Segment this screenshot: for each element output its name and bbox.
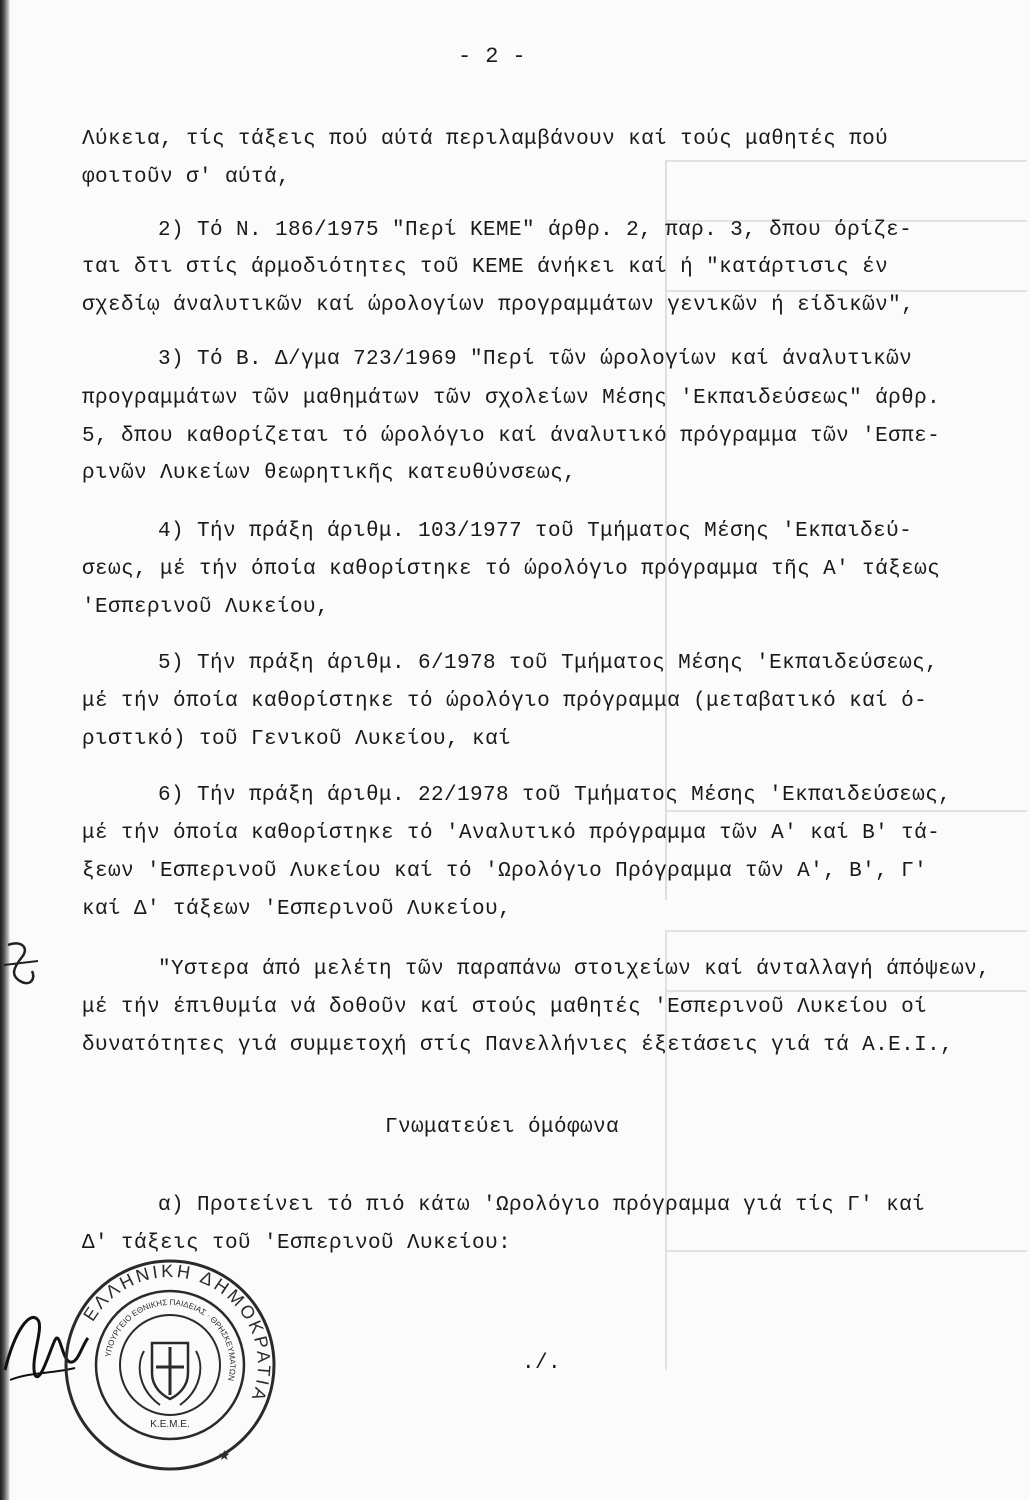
text-line: σχεδίῳ άναλυτικῶν καί ώρολογίων προγραμμάτων γενικῶν ή είδικῶν", <box>82 294 915 317</box>
page-edge <box>0 0 10 1500</box>
text-line: μέ τήν έπιθυμία νά δοθοῦν καί στούς μαθητές 'Εσπερινοῦ Λυκείου οί <box>82 996 928 1019</box>
text-line: 5, δπου καθορίζεται τό ώρολόγιο καί άναλυτικό πρόγραμμα τῶν 'Εσπε- <box>82 425 941 448</box>
text-line: ρινῶν Λυκείων θεωρητικῆς κατευθύνσεως, <box>82 462 577 485</box>
text-line: 4) Τήν πράξη άριθμ. 103/1977 τοῦ Τμήματος Μέσης 'Εκπαιδεύ- <box>158 520 913 543</box>
text-line: 2) Τό Ν. 186/1975 "Περί ΚΕΜΕ" άρθρ. 2, παρ. 3, δπου όρίζε- <box>158 219 913 242</box>
text-line: ται δτι στίς άρμοδιότητες τοῦ ΚΕΜΕ άνήκει καί ή "κατάρτισις έν <box>82 256 889 279</box>
svg-text:★: ★ <box>218 1448 231 1464</box>
text-line: μέ τήν όποία καθορίστηκε τό ώρολόγιο πρόγραμμα (μεταβατικό καί ό- <box>82 690 928 713</box>
text-line: σεως, μέ τήν όποία καθορίστηκε τό ώρολόγιο πρόγραμμα τῆς Α' τάξεως <box>82 558 941 581</box>
text-line: 6) Τήν πράξη άριθμ. 22/1978 τοῦ Τμήματος Μέσης 'Εκπαιδεύσεως, <box>158 784 952 807</box>
text-line: ξεων 'Εσπερινοῦ Λυκείου καί τό 'Ωρολόγιο Πρόγραμμα τῶν Α', Β', Γ' <box>82 860 928 883</box>
section-heading: Γνωματεύει όμόφωνα <box>385 1116 620 1139</box>
text-line: μέ τήν όποία καθορίστηκε τό 'Αναλυτικό πρόγραμμα τῶν Α' καί Β' τά- <box>82 822 941 845</box>
text-line: δυνατότητες γιά συμμετοχή στίς Πανελλήνιες έξετάσεις γιά τά Α.Ε.Ι., <box>82 1034 954 1057</box>
text-line: 'Εσπερινοῦ Λυκείου, <box>82 596 330 619</box>
svg-text:ΥΠΟΥΡΓΕΙΟ ΕΘΝΙΚΗΣ ΠΑΙΔΕΙΑΣ · Θ: ΥΠΟΥΡΓΕΙΟ ΕΘΝΙΚΗΣ ΠΑΙΔΕΙΑΣ · ΘΡΗΣΚΕΥΜΑΤΩΝ <box>103 1297 238 1382</box>
svg-text:Κ.Ε.Μ.Ε.: Κ.Ε.Μ.Ε. <box>150 1419 190 1430</box>
seal-icon <box>60 1255 280 1475</box>
text-line: Λύκεια, τίς τάξεις πού αύτά περιλαμβάνουν καί τούς μαθητές πού <box>82 128 889 151</box>
page-number: - 2 - <box>458 44 527 69</box>
text-line: ριστικό) τοῦ Γενικοῦ Λυκείου, καί <box>82 728 512 751</box>
text-line: φοιτοῦν σ' αύτά, <box>82 166 291 189</box>
continuation-mark: ./. <box>522 1352 562 1375</box>
text-line: 5) Τήν πράξη άριθμ. 6/1978 τοῦ Τμήματος Μέσης 'Εκπαιδεύσεως, <box>158 652 939 675</box>
official-seal <box>60 1255 280 1475</box>
svg-text:ΕΛΛΗΝΙΚΗ ΔΗΜΟΚΡΑΤΙΑ: ΕΛΛΗΝΙΚΗ ΔΗΜΟΚΡΑΤΙΑ <box>79 1260 275 1406</box>
text-line: 3) Τό Β. Δ/γμα 723/1969 "Περί τῶν ώρολογίων καί άναλυτικῶν <box>158 348 913 371</box>
text-line: προγραμμάτων τῶν μαθημάτων τῶν σχολείων Μέσης 'Εκπαιδεύσεως" άρθρ. <box>82 387 941 410</box>
margin-mark-icon <box>0 935 45 995</box>
text-line: α) Προτείνει τό πιό κάτω 'Ωρολόγιο πρόγραμμα γιά τίς Γ' καί <box>158 1194 926 1217</box>
text-line: καί Δ' τάξεων 'Εσπερινοῦ Λυκείου, <box>82 898 512 921</box>
text-line: "Υστερα άπό μελέτη τῶν παραπάνω στοιχείων καί άνταλλαγή άπόψεων, <box>158 958 991 981</box>
text-line: Δ' τάξεις τοῦ 'Εσπερινοῦ Λυκείου: <box>82 1232 512 1255</box>
